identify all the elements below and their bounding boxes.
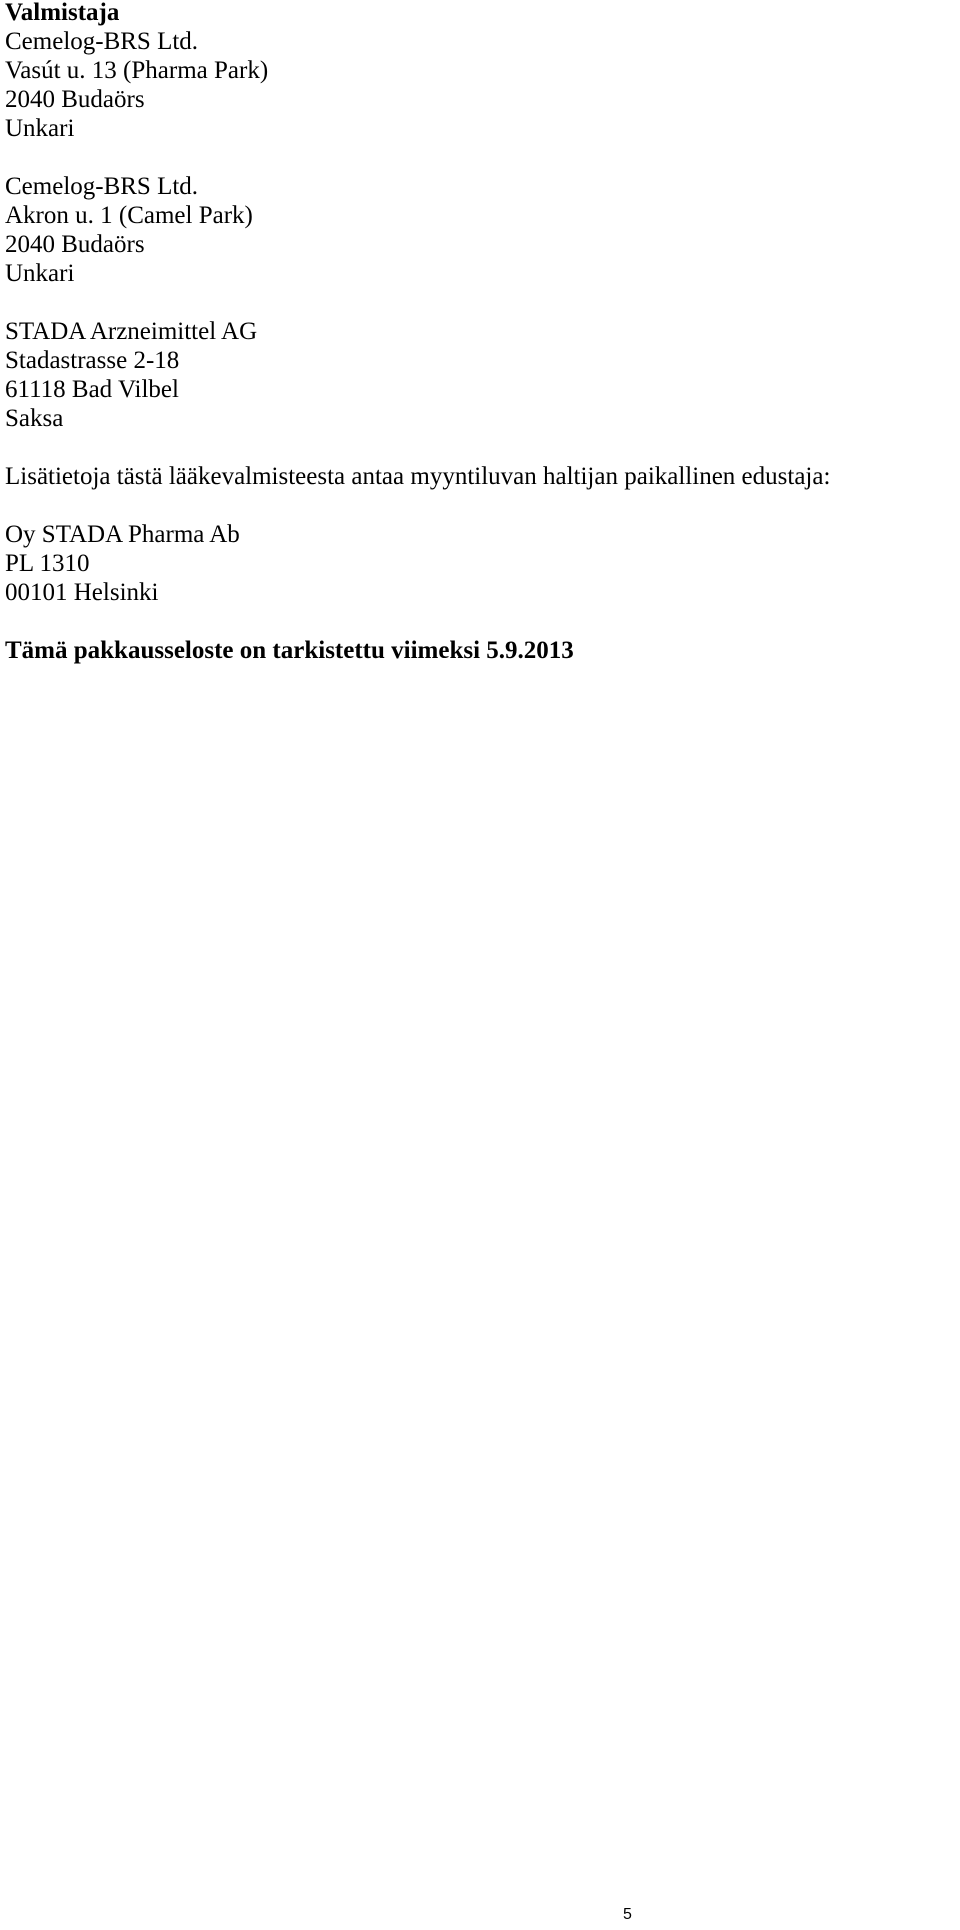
address-line: STADA Arzneimittel AG [5,318,258,345]
address-line: Unkari [5,115,75,142]
address-line: 2040 Budaörs [5,231,145,258]
address-line: Saksa [5,405,64,432]
address-line: Vasút u. 13 (Pharma Park) [5,57,269,84]
leaflet-contact-section [5,0,955,665]
address-line: Stadastrasse 2-18 [5,347,180,374]
address-line: Cemelog-BRS Ltd. [5,173,199,200]
manufacturer-address-2 [5,172,955,288]
address-line: 00101 Helsinki [5,579,159,606]
manufacturer-address-1 [5,27,955,143]
address-line: Unkari [5,260,75,287]
manufacturer-address-3 [5,317,955,433]
address-line: 61118 Bad Vilbel [5,376,179,403]
local-representative-intro: Lisätietoja tästä lääkevalmisteesta antaa myyntiluvan haltijan paikallinen edustaja: [5,463,831,490]
address-line: 2040 Budaörs [5,86,145,113]
local-representative-address [5,520,955,607]
address-line: Akron u. 1 (Camel Park) [5,202,253,229]
address-line: Oy STADA Pharma Ab [5,521,240,548]
revision-statement: Tämä pakkausseloste on tarkistettu viimeksi 5.9.2013 [5,637,574,664]
address-line: PL 1310 [5,550,90,577]
address-line: Cemelog-BRS Ltd. [5,28,199,55]
page-number: 5 [623,1906,632,1923]
manufacturer-heading: Valmistaja [5,0,120,26]
